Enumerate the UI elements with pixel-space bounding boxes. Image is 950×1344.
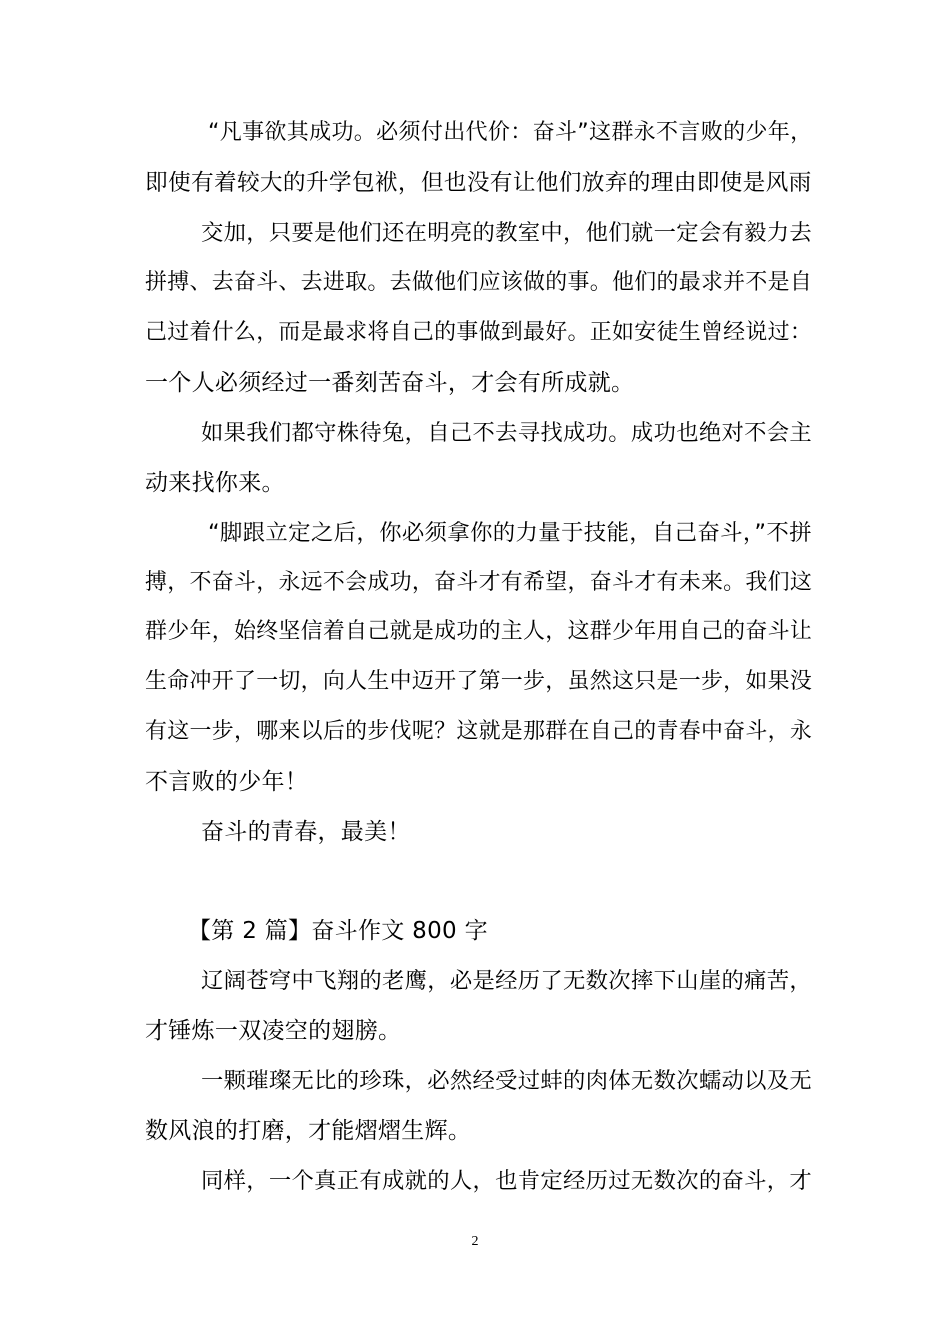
text-line: 一个人必须经过一番刻苦奋斗，才会有所成就。 bbox=[145, 370, 635, 396]
text-line: 拼搏、去奋斗、去进取。去做他们应该做的事。他们的最求并不是自 bbox=[145, 270, 813, 295]
text-line: 辽阔苍穹中飞翔的老鹰，必是经历了无数次摔下山崖的痛苦， bbox=[201, 968, 812, 994]
text-line: 才锤炼一双凌空的翅膀。 bbox=[145, 1018, 402, 1044]
text-line: 己过着什么，而是最求将自己的事做到最好。正如安徒生曾经说过： bbox=[145, 320, 813, 345]
text-line: 数风浪的打磨，才能熠熠生辉。 bbox=[145, 1118, 472, 1144]
text-line: 一颗璀璨无比的珍珠，必然经受过蚌的肉体无数次蠕动以及无 bbox=[201, 1068, 812, 1094]
text-line: 即使有着较大的升学包袱，但也没有让他们放弃的理由即使是风雨 bbox=[145, 170, 812, 196]
text-line: 群少年，始终坚信着自己就是成功的主人，这群少年用自己的奋斗让 bbox=[145, 619, 813, 644]
text-line: “脚跟立定之后，你必须拿你的力量于技能，自己奋斗，”不拼 bbox=[208, 520, 812, 546]
text-line: 有这一步，哪来以后的步伐呢？这就是那群在自己的青春中奋斗，永 bbox=[145, 719, 813, 744]
text-line: 生命冲开了一切，向人生中迈开了第一步，虽然这只是一步，如果没 bbox=[145, 669, 813, 694]
page-number: 2 bbox=[471, 1234, 479, 1249]
text-line: 同样，一个真正有成就的人，也肯定经历过无数次的奋斗，才 bbox=[201, 1168, 812, 1194]
section-heading: 【第 2 篇】奋斗作文 800 字 bbox=[188, 918, 488, 944]
text-line: 如果我们都守株待兔，自己不去寻找成功。成功也绝对不会主 bbox=[201, 420, 812, 446]
text-line: 动来找你来。 bbox=[145, 470, 285, 496]
text-line: 不言败的少年！ bbox=[145, 769, 309, 795]
text-line: “凡事欲其成功。必须付出代价：奋斗”这群永不言败的少年， bbox=[208, 120, 813, 145]
text-line: 交加，只要是他们还在明亮的教室中，他们就一定会有毅力去 bbox=[201, 220, 812, 246]
text-line: 搏，不奋斗，永远不会成功，奋斗才有希望，奋斗才有未来。我们这 bbox=[145, 570, 813, 595]
text-line: 奋斗的青春，最美！ bbox=[201, 819, 411, 845]
